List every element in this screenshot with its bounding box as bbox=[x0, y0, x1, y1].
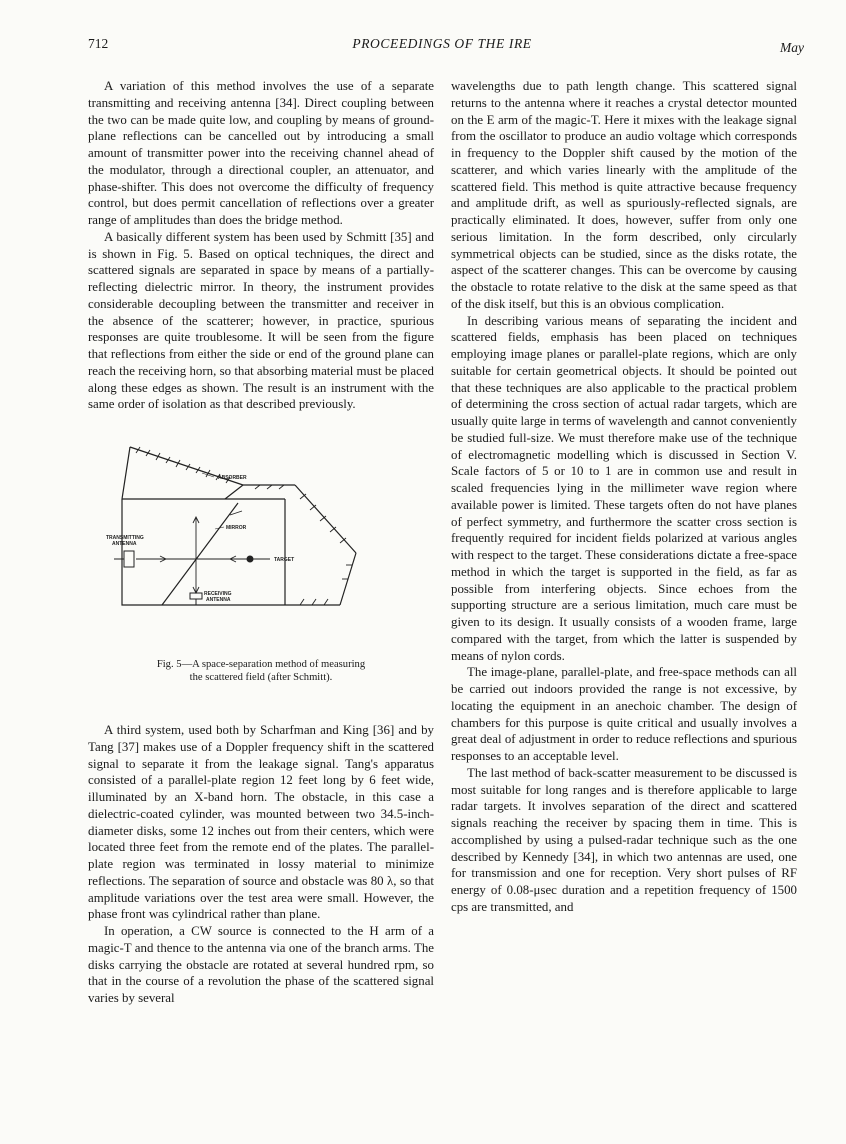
left-column bbox=[88, 78, 434, 1007]
label-mirror: MIRROR bbox=[226, 525, 247, 531]
paragraph: A basically different system has been used by Schmitt [35] and is shown in Fig. 5. Based on optical techniques, the direct and scattered signals are separated in space by means of a partially-reflecting dielectric mirror. In theory, the instrument provides considerable decoupling between the transmitter and receiver in the absence of the scatterer; however, in practice, spurious responses are quite troublesome. It will be seen from the figure that reflections from either the side or end of the ground plane can reach the receiving horn, so that absorbing material must be placed along these edges as shown. The result is an instrument with the same order of isolation as that described previously. bbox=[88, 229, 434, 412]
caption-line-1: Fig. 5—A space-separation method of measuring bbox=[156, 659, 366, 670]
space-separation-diagram bbox=[106, 443, 380, 613]
figure-caption bbox=[88, 659, 434, 684]
right-column bbox=[451, 78, 797, 916]
page-header bbox=[88, 36, 804, 58]
label-absorber: ABSORBER bbox=[218, 475, 247, 481]
label-receiving-2: ANTENNA bbox=[206, 597, 231, 603]
paragraph: The image-plane, parallel-plate, and free-space methods can all be carried out indoors provided the range is not excessive, by locating the equipment in an anechoic chamber. The design of chambers for this purpose is quite critical and usually involves a great deal of adjustment in order to reduce reflections and spurious responses to an acceptable level. bbox=[451, 665, 797, 763]
paragraph: In operation, a CW source is connected to the H arm of a magic-T and thence to the antenna via one of the branch arms. The disks carrying the obstacle are rotated at several hundred rpm, so that in the course of a revolution the phase of the scattered signal varies by several bbox=[88, 924, 434, 1005]
paragraph: In describing various means of separating the incident and scattered fields, emphasis has been placed on techniques employing image planes or parallel-plate regions, which are only suitable for certain geometrical objects. It should be pointed out that these techniques are also applicable to the practical problem of determining the cross section of actual radar targets, which are usually quite large in terms of wavelength and cannot conveniently be studied full-size. We must therefore make use of the technique of electromagnetic modelling which is discussed in Section V. Scale factors of 5 or 10 to 1 are in common use and result in scaled frequencies lying in the millimeter wave region where available power is limited. These targets often do not have planes of perfect symmetry, and furthermore the scatter cross section is frequently required for incident fields polarized at various angles with respect to the target. These considerations dictate a free-space method in which the target is supported in the field, as far as possible from interfering objects. Since echoes from the supporting structure are a serious limitation, much care must be given to its design. It usually consists of a wooden frame, large compared with the target, from which the latter is suspended by means of nylon cords. bbox=[451, 313, 797, 663]
issue-month: May bbox=[780, 40, 804, 55]
paragraph: wavelengths due to path length change. This scattered signal returns to the antenna where it reaches a crystal detector mounted on the E arm of the magic-T. Here it mixes with the leakage signal from the oscillator to produce an audio voltage which corresponds in frequency to the Doppler shift caused by the motion of the scatterer, and which varies linearly with the amplitude of the scattered field. This method is quite attractive because frequency and amplitude drift, as well as spuriously-reflected signals, are practically eliminated. It does, however, suffer from only one serious limitation. In the form described, only circularly symmetrical objects can be studied, since as the disks rotate, the aspect of the scatterer changes. This can be overcome by causing the obstacle to rotate relative to the disk at the same speed as that of the disk itself, but this is an obvious complication. bbox=[451, 79, 797, 311]
label-target: TARGET bbox=[274, 557, 295, 563]
paragraph: A variation of this method involves the use of a separate transmitting and receiving antenna [34]. Direct coupling between the two can be made quite low, and coupling by means of ground-plane reflections can be cancelled out by introducing a small amount of transmitter power into the receiving channel ahead of the modulator, through a directional coupler, an attenuator, and phase-shifter. This does not overcome the difficulty of frequency control, but does permit cancellation of reflections over a greater range of amplitudes than does the bridge method. bbox=[88, 79, 434, 227]
journal-title: PROCEEDINGS OF THE IRE bbox=[352, 36, 532, 51]
caption-line-2: the scattered field (after Schmitt). bbox=[189, 671, 333, 683]
paragraph: A third system, used both by Scharfman and King [36] and by Tang [37] makes use of a Doppler frequency shift in the scattered signal to separate it from the leakage signal. Tang's apparatus consisted of a parallel-plate region 12 feet long by 6 feet wide, illuminated by an X-band horn. The obstacle, in this case a dielectric-coated cylinder, was mounted between two 34.5-inch-diameter disks, some 12 inches out from their centers, which were located three feet from the remote end of the plates. The parallel-plate region was terminated in lossy material to minimize reflections. The separation of source and obstacle was 80 λ, so that amplitude variations over the test area were small. However, the phase front was cylindrical rather than plane. bbox=[88, 723, 434, 922]
page-number: 712 bbox=[88, 36, 109, 51]
label-transmitting-2: ANTENNA bbox=[112, 541, 137, 547]
label-receiving-1: RECEIVING bbox=[204, 591, 232, 597]
label-transmitting-1: TRANSMITTING bbox=[106, 535, 144, 541]
paragraph: The last method of back-scatter measurement to be discussed is most suitable for long ranges and is therefore applicable to large radar targets. It involves separation of the direct and scattered signals reaching the receiver by spacing them in time. This is accomplished by using a pulsed-radar technique such as the one described by Kennedy [34], in which two antennas are used, one for transmission and one for reception. Very short pulses of RF energy of 0.08-μsec duration and a repetition frequency of 1500 cps are transmitted, and bbox=[451, 765, 797, 914]
figure-5 bbox=[88, 443, 434, 655]
